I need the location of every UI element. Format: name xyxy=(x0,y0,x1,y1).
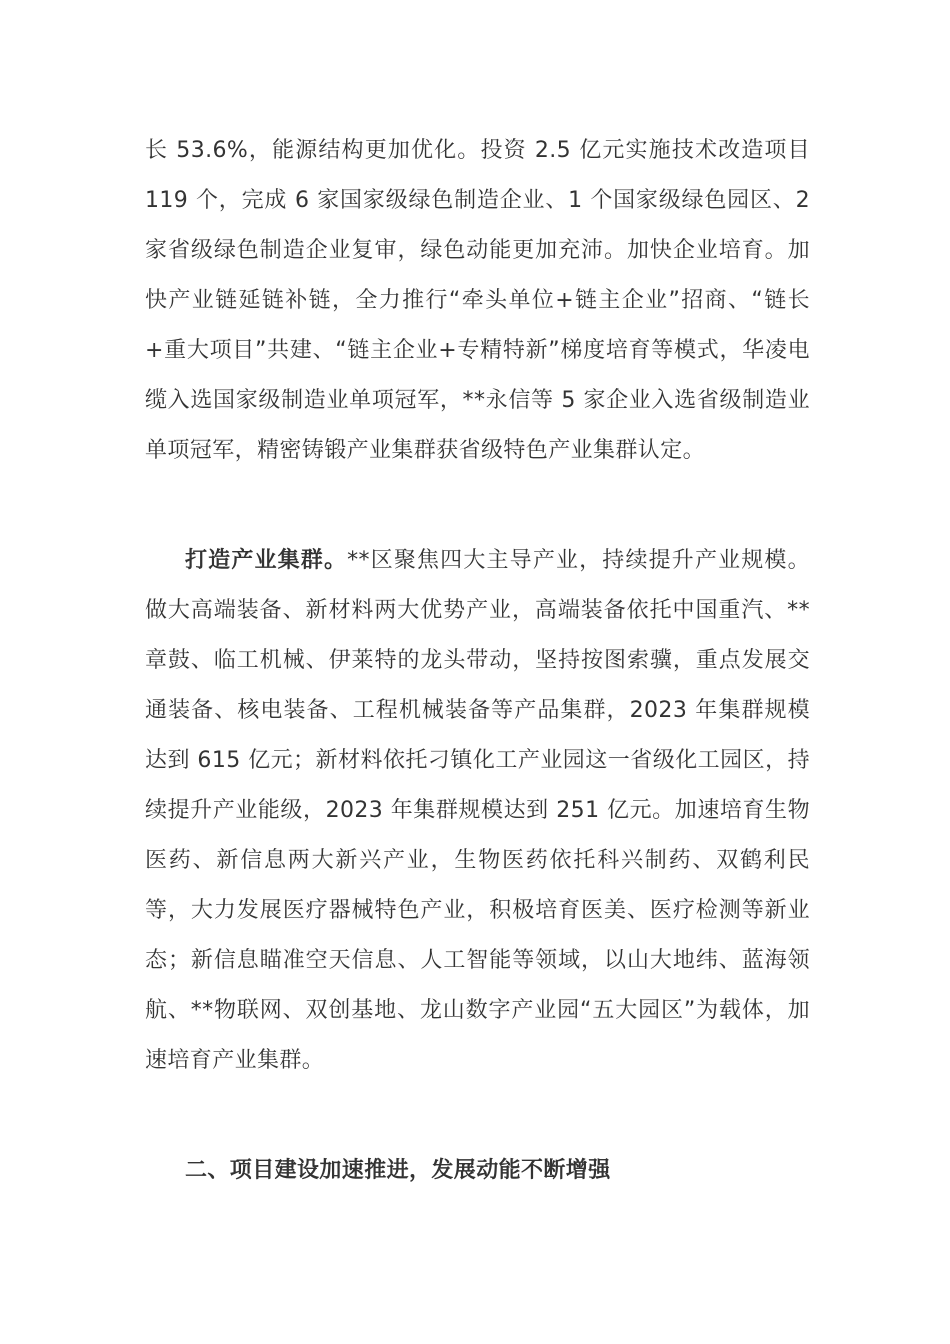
paragraph-1: 长 53.6%，能源结构更加优化。投资 2.5 亿元实施技术改造项目 119 个，完成 6 家国家级绿色制造企业、1 个国家级绿色园区、2 家省级绿色制造企业复审，绿色动能更加充沛。加快企业培育。加快产业链延链补链，全力推行“牵头单位+链主企业”招商、“链长+重大项目”共建、“链主企业+专精特新”梯度培育等模式，华凌电缆入选国家级制造业单项冠军，**永信等 5 家企业入选省级制造业单项冠军，精密铸锻产业集群获省级特色产业集群认定。 xyxy=(145,138,810,463)
paragraph-2-lead: 打造产业集群。 xyxy=(185,548,348,573)
paragraph-2-body: **区聚焦四大主导产业，持续提升产业规模。做大高端装备、新材料两大优势产业，高端装备依托中国重汽、**章鼓、临工机械、伊莱特的龙头带动，坚持按图索骥，重点发展交通装备、核电装备、工程机械装备等产品集群，2023 年集群规模达到 615 亿元；新材料依托刁镇化工产业园这一省级化工园区，持续提升产业能级，2023 年集群规模达到 251 亿元。加速培育生物医药、新信息两大新兴产业，生物医药依托科兴制药、双鹤利民等，大力发展医疗器械特色产业，积极培育医美、医疗检测等新业态；新信息瞄准空天信息、人工智能等领域，以山大地纬、蓝海领航、**物联网、双创基地、龙山数字产业园“五大园区”为载体，加速培育产业集群。 xyxy=(145,548,810,1073)
section-heading: 二、项目建设加速推进，发展动能不断增强 xyxy=(185,1158,611,1183)
paragraph-2 xyxy=(145,536,810,1086)
